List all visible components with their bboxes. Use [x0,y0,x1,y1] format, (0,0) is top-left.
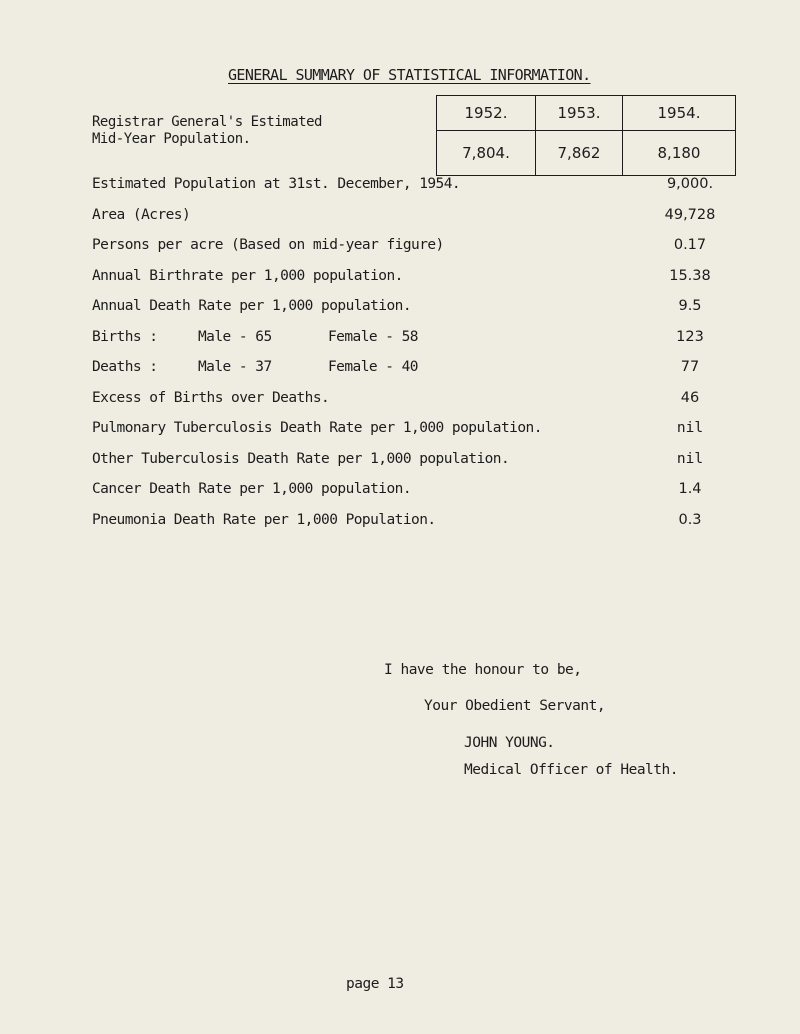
stat-label: Cancer Death Rate per 1,000 population. [92,481,412,497]
year-cell-1952: 1952. [437,96,536,131]
population-cell-1953: 7,862 [536,131,623,176]
signatory-name: JOHN YOUNG. [464,735,555,751]
stat-value: nil [676,450,704,467]
stat-label: Estimated Population at 31st. December, 1954. [92,176,461,192]
stat-row-excess-births [92,390,760,421]
stat-value: 1.4 [678,481,702,497]
stat-label: Annual Death Rate per 1,000 population. [92,298,412,314]
year-cell-1953: 1953. [536,96,623,131]
population-table [436,95,736,176]
stat-label [92,329,620,345]
stat-label: Persons per acre (Based on mid-year figure) [92,237,444,253]
closing-salutation: Your Obedient Servant, [424,698,606,714]
stat-row-persons-per-acre [92,237,760,268]
stat-label: Pulmonary Tuberculosis Death Rate per 1,000 population. [92,420,542,436]
population-caption-line1: Registrar General's Estimated [92,114,322,130]
stat-row-birthrate [92,268,760,299]
stat-label: Pneumonia Death Rate per 1,000 Population. [92,511,436,528]
stat-row-deaths [92,359,760,390]
stat-row-other-tb [92,451,760,482]
stat-label: Excess of Births over Deaths. [92,389,330,406]
stat-label: Area (Acres) [92,206,191,223]
population-cell-1954: 8,180 [623,131,736,176]
stat-label: Annual Birthrate per 1,000 population. [92,267,403,284]
population-cell-1952: 7,804. [437,131,536,176]
year-cell-1954: 1954. [623,96,736,131]
deaths-female: Female - 40 [328,359,418,375]
signatory-role: Medical Officer of Health. [464,762,678,778]
stat-label [92,359,620,375]
stat-value: 9,000. [666,176,714,192]
stat-value: nil [676,420,704,436]
stat-value: 46 [680,389,700,406]
population-year-row [437,96,736,131]
stat-row-pneumonia [92,512,760,543]
stat-value: 0.17 [673,237,707,253]
deaths-label: Deaths : [92,359,158,375]
stat-value: 49,728 [664,206,716,223]
document-title: GENERAL SUMMARY OF STATISTICAL INFORMATION. [228,66,591,84]
population-caption [92,114,322,148]
stat-row-pulmonary-tb [92,420,760,451]
stat-row-death-rate [92,298,760,329]
births-label: Births : [92,328,158,345]
statistics-list [92,176,760,542]
page-number: page 13 [346,976,404,992]
population-value-row [437,131,736,176]
stat-row-area [92,207,760,238]
stat-row-estimated-population [92,176,760,207]
stat-value: 15.38 [669,267,711,284]
stat-row-cancer [92,481,760,512]
stat-value: 77 [680,359,700,375]
population-caption-line2: Mid-Year Population. [92,131,251,147]
stat-value: 123 [676,328,704,345]
births-male: Male - 65 [198,328,272,345]
stat-value: 9.5 [678,298,702,314]
stat-row-births [92,329,760,360]
stat-value: 0.3 [678,511,702,528]
births-female: Female - 58 [328,328,418,345]
stat-label: Other Tuberculosis Death Rate per 1,000 population. [92,450,510,467]
deaths-male: Male - 37 [198,359,272,375]
closing-line: I have the honour to be, [384,662,582,678]
